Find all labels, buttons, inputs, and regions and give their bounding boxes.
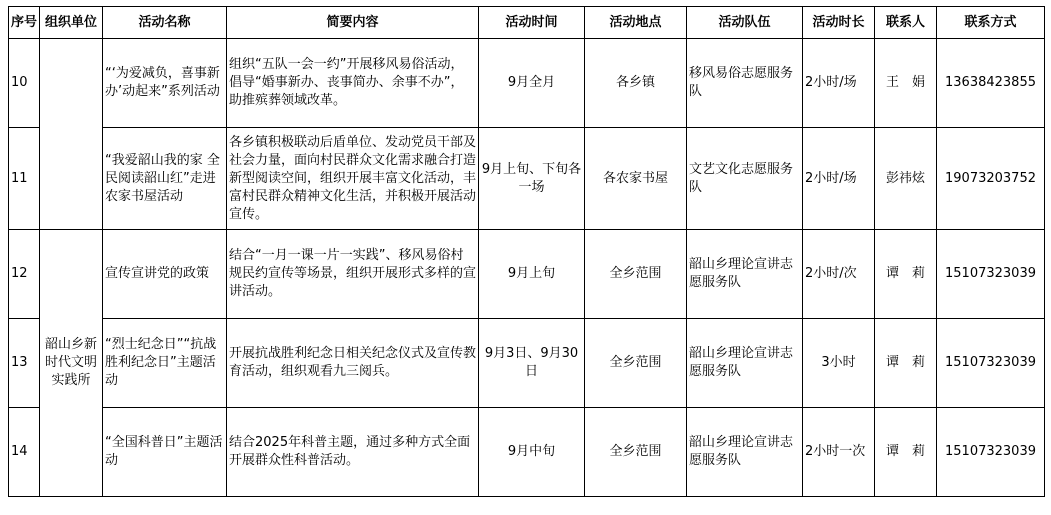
cell-seq: 10 [9, 39, 40, 128]
cell-content: 结合2025年科普主题，通过多种方式全面开展群众性科普活动。 [227, 408, 479, 497]
cell-duration: 2小时/场 [803, 128, 875, 230]
cell-time: 9月3日、9月30日 [479, 319, 585, 408]
cell-content: 结合“一月一课一片一实践”、移风易俗村规民约宣传等场景，组织开展形式多样的宣讲活动。 [227, 230, 479, 319]
cell-duration: 3小时 [803, 319, 875, 408]
cell-place: 各乡镇 [585, 39, 687, 128]
cell-place: 全乡范围 [585, 230, 687, 319]
header-time: 活动时间 [479, 7, 585, 39]
header-content: 简要内容 [227, 7, 479, 39]
cell-team: 韶山乡理论宣讲志愿服务队 [687, 319, 803, 408]
table-row [9, 39, 1045, 128]
cell-org-empty [40, 39, 103, 128]
cell-phone: 15107323039 [937, 230, 1045, 319]
cell-time: 9月全月 [479, 39, 585, 128]
cell-team: 韶山乡理论宣讲志愿服务队 [687, 230, 803, 319]
header-row [9, 7, 1045, 39]
cell-contact: 王 娟 [875, 39, 937, 128]
cell-phone: 13638423855 [937, 39, 1045, 128]
cell-name: “烈士纪念日”“抗战胜利纪念日”主题活动 [103, 319, 227, 408]
cell-time: 9月上旬 [479, 230, 585, 319]
cell-time: 9月上旬、下旬各一场 [479, 128, 585, 230]
cell-team: 移风易俗志愿服务队 [687, 39, 803, 128]
header-place: 活动地点 [585, 7, 687, 39]
cell-team: 文艺文化志愿服务队 [687, 128, 803, 230]
cell-contact: 谭 莉 [875, 408, 937, 497]
table-row [9, 128, 1045, 230]
cell-duration: 2小时/次 [803, 230, 875, 319]
activity-table [8, 6, 1045, 497]
cell-name: “全国科普日”主题活动 [103, 408, 227, 497]
cell-contact: 谭 莉 [875, 230, 937, 319]
cell-seq: 12 [9, 230, 40, 319]
header-phone: 联系方式 [937, 7, 1045, 39]
cell-contact: 彭祎炫 [875, 128, 937, 230]
header-org: 组织单位 [40, 7, 103, 39]
cell-content: 各乡镇积极联动后盾单位、发动党员干部及社会力量，面向村民群众文化需求融合打造新型阅读空间，组织开展丰富文化活动，丰富村民群众精神文化生活，并积极开展活动宣传。 [227, 128, 479, 230]
cell-duration: 2小时一次 [803, 408, 875, 497]
cell-seq: 14 [9, 408, 40, 497]
table-row [9, 408, 1045, 497]
header-seq: 序号 [9, 7, 40, 39]
cell-phone: 15107323039 [937, 408, 1045, 497]
header-contact: 联系人 [875, 7, 937, 39]
cell-place: 全乡范围 [585, 408, 687, 497]
cell-phone: 15107323039 [937, 319, 1045, 408]
cell-org-empty [40, 128, 103, 230]
cell-seq: 13 [9, 319, 40, 408]
cell-place: 各农家书屋 [585, 128, 687, 230]
cell-duration: 2小时/场 [803, 39, 875, 128]
cell-name: 宣传宣讲党的政策 [103, 230, 227, 319]
cell-phone: 19073203752 [937, 128, 1045, 230]
cell-name: “‘为爱减负，喜事新办’动起来”系列活动 [103, 39, 227, 128]
cell-time: 9月中旬 [479, 408, 585, 497]
cell-place: 全乡范围 [585, 319, 687, 408]
table-row [9, 230, 1045, 319]
cell-org-merged: 韶山乡新时代文明实践所 [40, 230, 103, 497]
cell-contact: 谭 莉 [875, 319, 937, 408]
header-team: 活动队伍 [687, 7, 803, 39]
cell-content: 开展抗战胜利纪念日相关纪念仪式及宣传教育活动，组织观看九三阅兵。 [227, 319, 479, 408]
cell-team: 韶山乡理论宣讲志愿服务队 [687, 408, 803, 497]
header-name: 活动名称 [103, 7, 227, 39]
table-row [9, 319, 1045, 408]
cell-content: 组织“五队一会一约”开展移风易俗活动，倡导“婚事新办、丧事简办、余事不办”，助推殡葬领域改革。 [227, 39, 479, 128]
cell-seq: 11 [9, 128, 40, 230]
header-duration: 活动时长 [803, 7, 875, 39]
cell-name: “我爱韶山我的家 全民阅读韶山红”走进农家书屋活动 [103, 128, 227, 230]
